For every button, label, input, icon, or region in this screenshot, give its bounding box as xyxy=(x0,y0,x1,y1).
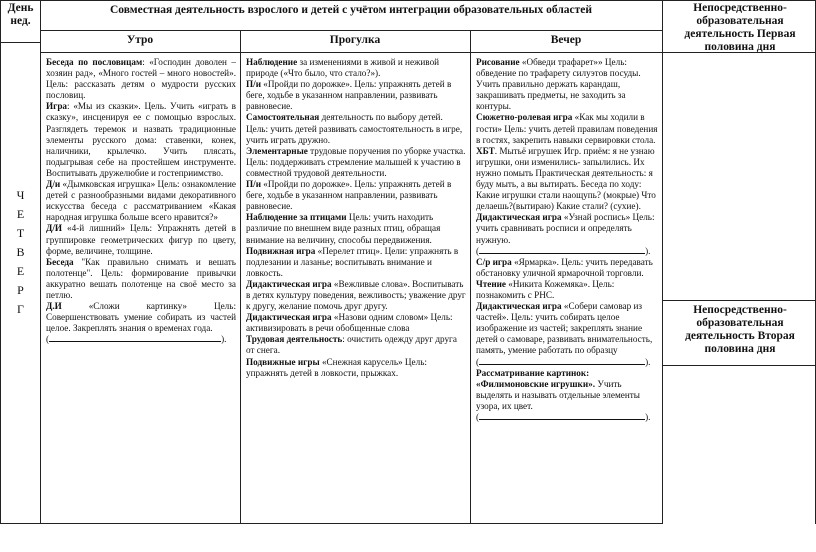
activity-text: . Мытьё игрушек Игр. приём: я не узнаю игрушки, они изменились- запылились. Их нужно помыть Практическая деятельность: я буду мыть, а вы вытирать. Беседа по ходу: Какие игрушки стали наощупь? (мокрые) Что делаешь?(вытираю) Какие стали? (сухие). xyxy=(476,145,656,212)
right-title xyxy=(668,2,812,52)
activity-text: «Назови одним словом» Цель: активизировать в речи обобщенные слова xyxy=(246,312,453,334)
blank-open: ( xyxy=(476,356,480,367)
evening-paragraph xyxy=(476,112,658,145)
morning-paragraph xyxy=(46,101,236,179)
activity-text: «Сложи картинку» Цель: Совершенствовать умение собирать из частей целое. Закреплять знания о временах года. xyxy=(46,301,236,334)
day-letter: Р xyxy=(17,283,24,297)
day-column-header xyxy=(1,2,40,42)
day-letter: Т xyxy=(16,226,25,240)
blank-line[interactable] xyxy=(479,364,645,365)
right-divider-3 xyxy=(662,365,816,366)
morning-header-text: Утро xyxy=(126,34,154,46)
day-letter: Е xyxy=(16,207,25,221)
activity-title: ХБТ xyxy=(476,145,495,156)
walk-paragraph xyxy=(246,334,466,356)
evening-paragraph xyxy=(476,368,658,412)
walk-paragraph xyxy=(246,112,466,145)
right-divider-2 xyxy=(662,300,816,301)
main-title xyxy=(40,4,662,30)
morning-paragraph xyxy=(46,301,236,334)
subheader-divider xyxy=(40,30,662,31)
walk-column xyxy=(241,55,470,521)
walk-paragraph xyxy=(246,312,466,334)
activity-title: Д/и xyxy=(46,179,61,190)
evening-right-divider xyxy=(662,0,663,524)
day-column-header-text: День нед. xyxy=(7,2,34,27)
morning-header xyxy=(40,34,240,47)
notes-blank xyxy=(476,357,658,368)
activity-title: Д/И xyxy=(46,223,63,234)
blank-close: ). xyxy=(221,334,227,345)
activity-text: «Обведи трафарет»» Цель: обведение по трафарету силуэтов посуды. Учить правильно держать карандаш, закрашивать предметы, не заходить за контуры. xyxy=(476,57,641,112)
activity-text: «Как мы ходили в гости» Цель: учить детей правилам поведения в гостях, закрепить навыки сервировки стола. xyxy=(476,112,658,145)
evening-paragraph xyxy=(476,57,658,112)
day-letter: Ч xyxy=(16,188,25,202)
activity-text: за изменениями в живой и неживой природе («Что было, что стало?»). xyxy=(246,57,440,79)
activity-title: Рассматривание картинок: «Филимоновские игрушки». xyxy=(476,367,596,389)
walk-paragraph xyxy=(246,146,466,179)
right-title-text: Непосредственно-образовательная деятельность Первая половина дня xyxy=(684,2,796,53)
activity-title: Дидактическая игра xyxy=(246,278,332,289)
walk-paragraph xyxy=(246,179,466,212)
morning-paragraph xyxy=(46,223,236,256)
walk-paragraph xyxy=(246,279,466,312)
right-second-title xyxy=(668,304,812,364)
activity-title: Дидактическая игра xyxy=(476,212,562,223)
day-name-vertical xyxy=(1,186,40,319)
day-letter: Г xyxy=(17,302,24,316)
notes-blank xyxy=(476,412,658,423)
activity-text: «Никита Кожемяка». Цель: познакомить с РНС. xyxy=(476,278,615,300)
day-header-divider xyxy=(0,42,40,43)
activity-text: «Ярмарка». Цель: учить передавать обстановку уличной ярмарочной торговли. xyxy=(476,256,653,278)
activity-title: П/и xyxy=(246,79,261,90)
activity-title: Трудовая деятельность xyxy=(246,334,343,345)
activity-title: Элементарные xyxy=(246,145,308,156)
evening-paragraph xyxy=(476,257,658,279)
evening-paragraph xyxy=(476,146,658,213)
walk-paragraph xyxy=(246,79,466,112)
activity-text: «Собери самовар из частей». Цель: учить собирать целое изображение из частей; закреплять знание детей о самоваре, развивать внимательность, память, умение работать по образцу xyxy=(476,301,653,356)
activity-text: : очистить одежду друг друга от снега. xyxy=(246,334,457,356)
blank-open: ( xyxy=(476,412,480,422)
activity-text: «Перелет птиц». Цели: упражнять в подлезании и лазанье; воспитывать внимание и ловкость. xyxy=(246,245,459,278)
blank-close: ). xyxy=(645,245,651,256)
walk-paragraph xyxy=(246,357,466,379)
notes-blank xyxy=(46,334,236,345)
evening-paragraph xyxy=(476,301,658,356)
activity-title: Самостоятельная xyxy=(246,112,320,123)
blank-line[interactable] xyxy=(479,253,645,254)
activity-title: П/и xyxy=(246,179,261,190)
notes-blank xyxy=(476,246,658,257)
activity-text: деятельность по выбору детей. Цель: учить детей развивать самостоятельность в игре, учить играть дружно. xyxy=(246,112,463,145)
activity-text: трудовые поручения по уборке участка. Цель: поддерживать стремление малышей к участию в совместной трудовой деятельности. xyxy=(246,145,466,178)
blank-close: ). xyxy=(645,412,651,422)
evening-header xyxy=(470,34,662,47)
evening-header-text: Вечер xyxy=(550,34,582,46)
evening-paragraph xyxy=(476,279,658,301)
blank-close: ). xyxy=(645,356,651,367)
day-letter: В xyxy=(16,245,25,259)
blank-open: ( xyxy=(46,334,50,345)
activity-text: «Снежная карусель» Цель: упражнять детей в ловкости, прыжках. xyxy=(246,356,427,378)
activity-title: Наблюдение за птицами xyxy=(246,212,347,223)
morning-column xyxy=(41,55,240,521)
table-border-bottom xyxy=(0,523,662,524)
activity-title: Игра xyxy=(46,101,68,112)
walk-header xyxy=(240,34,470,47)
walk-header-text: Прогулка xyxy=(329,34,381,46)
activity-title: Подвижная игра xyxy=(246,245,316,256)
activity-text: : «Мы из сказки». Цель. Учить «играть в сказку», инсценируя ее с помощью взрослых. Разглядеть теремок и назвать традиционные элементы русского дома: ставенки, конек, наличники, крылечко. Учить плясать, подыгрывая себе на простейшем инструменте. Воспитывать дружелюбие и гостеприимство. xyxy=(46,101,236,178)
blank-line[interactable] xyxy=(49,341,221,342)
activity-text: «Дымковская игрушка» Цель: ознакомление детей с разнообразными видами декоративного искусства беседа с рассматриванием «Какая народная игрушка больше всего нравится?» xyxy=(46,179,236,223)
activity-text: «Пройди по дорожке». Цель: упражнять детей в беге, ходьбе в указанном направлении, развивать равновесие. xyxy=(246,79,452,112)
right-second-title-text: Непосредственно-образовательная деятельность Вторая половина дня xyxy=(685,304,795,355)
morning-paragraph xyxy=(46,257,236,301)
blank-line[interactable] xyxy=(479,419,645,420)
walk-paragraph xyxy=(246,57,466,79)
activity-title: Д.И xyxy=(46,301,62,312)
activity-text: "Как правильно снимать и вешать полотенце". Цель: формирование привычки аккуратно вешать полотенце на своё место за петлю. xyxy=(46,256,236,300)
activity-title: Дидактическая игра xyxy=(476,301,562,312)
activity-title: Подвижные игры xyxy=(246,356,320,367)
walk-paragraph xyxy=(246,212,466,245)
main-title-text: Совместная деятельность взрослого и детей с учётом интеграции образовательных областей xyxy=(109,4,593,16)
morning-paragraph xyxy=(46,57,236,101)
activity-title: Дидактическая игра xyxy=(246,312,332,323)
activity-text: «4-й лишний» Цель: Упражнять детей в группировке геометрических фигур по цвету, форме, величине, толщине. xyxy=(46,223,236,256)
activity-title: Беседа по пословицам xyxy=(46,57,143,67)
morning-paragraph xyxy=(46,179,236,223)
walk-paragraph xyxy=(246,246,466,279)
activity-title: Сюжетно-ролевая игра xyxy=(476,112,573,123)
activity-title: Беседа xyxy=(46,256,74,267)
activity-title: С/р игра xyxy=(476,256,512,267)
day-letter: Е xyxy=(16,264,25,278)
blank-open: ( xyxy=(476,245,480,256)
activity-title: Чтение xyxy=(476,278,506,289)
activity-title: Наблюдение xyxy=(246,57,298,67)
activity-title: Рисование xyxy=(476,57,520,67)
activity-text: «Вежливые слова». Воспитывать в детях культуру поведения, вежливость; уважение друг к другу, желание помочь друг другу. xyxy=(246,278,466,312)
table-border-top xyxy=(0,0,816,1)
activity-text: «Узнай роспись» Цель: учить сравнивать росписи и определять нужную. xyxy=(476,212,655,245)
activity-text: «Пройди по дорожке». Цель: упражнять детей в беге, ходьбе в указанном направлении, развивать равновесие. xyxy=(246,179,452,212)
subheader-divider-bottom xyxy=(40,52,662,53)
activity-text: : «Господин доволен – хозяин рад», «Много гостей – много новостей». Цель: рассказать детям о мудрости русских пословиц. xyxy=(46,57,236,101)
evening-paragraph xyxy=(476,212,658,245)
activity-text: Учить выделять и называть отдельные элементы узора, их цвет. xyxy=(476,378,640,411)
evening-column xyxy=(471,55,662,521)
activity-text: Цель: учить находить различие по внешнем виде разных птиц, обращая внимание на величину, способы передвижения. xyxy=(246,212,441,245)
